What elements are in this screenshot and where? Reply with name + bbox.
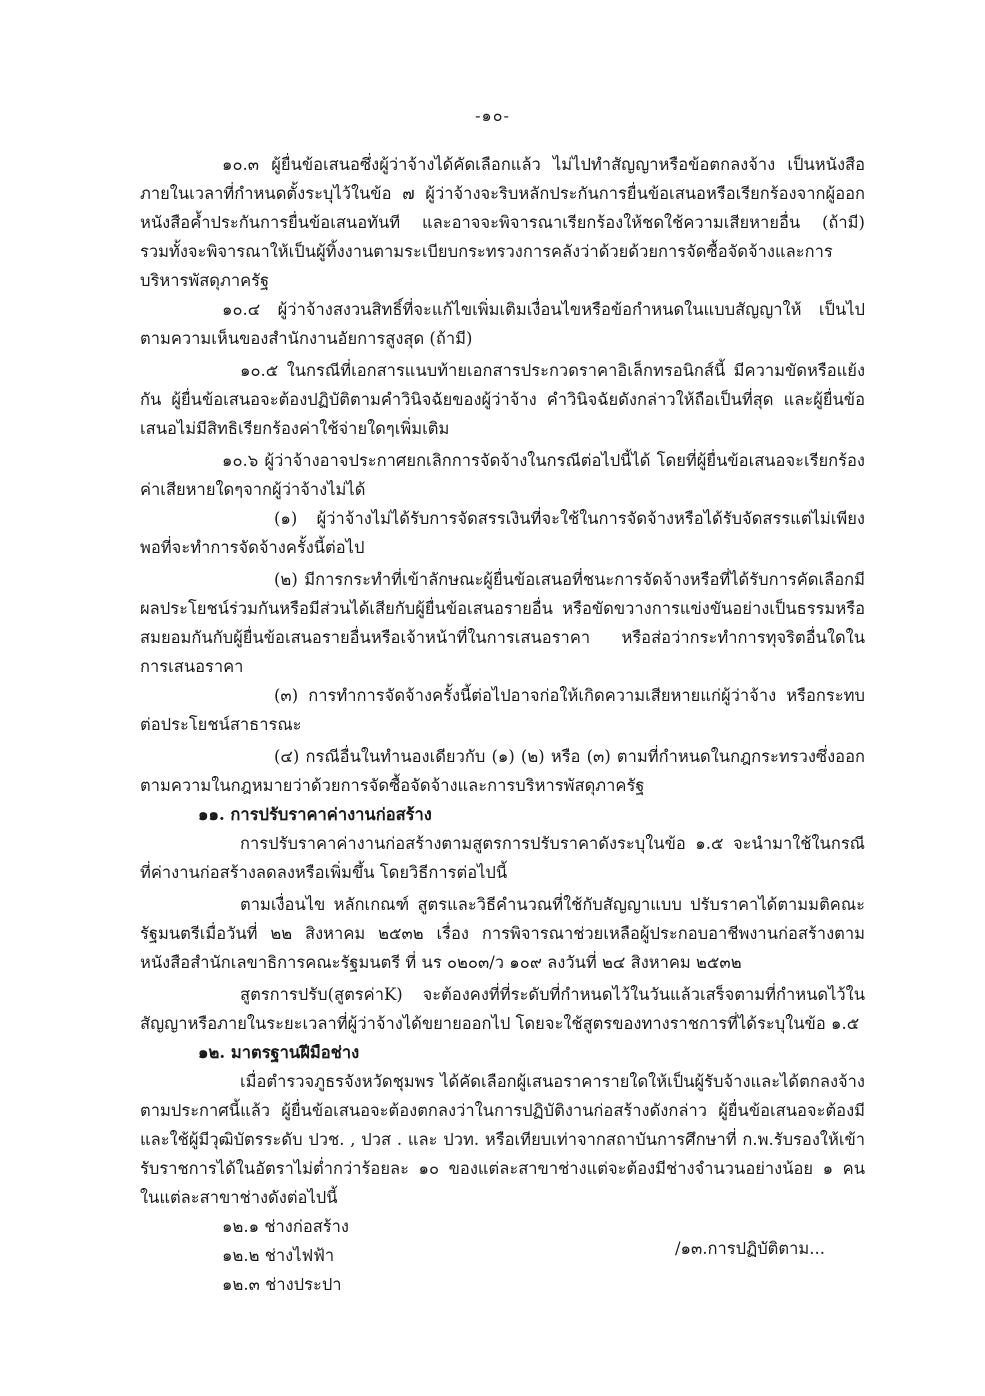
- clause-10-6: ๑๐.๖ ผู้ว่าจ้างอาจประกาศยกเลิกการจัดจ้างในกรณีต่อไปนี้ได้ โดยที่ผู้ยื่นข้อเสนอจะเรียกร้องค่าเสียหายใดๆจากผู้ว่าจ้างไม่ได้: [140, 451, 865, 499]
- clause-10-6-item-4: (๔) กรณีอื่นในทำนองเดียวกับ (๑) (๒) หรือ (๓) ตามที่กำหนดในกฎกระทรวงซึ่งออกตามความในกฎหมายว่าด้วยการจัดซื้อจัดจ้างและการบริหารพัสดุภาครัฐ: [140, 747, 865, 795]
- section-12-heading: ๑๒. มาตรฐานฝีมือช่าง: [198, 1043, 360, 1062]
- section-12-item-2: ๑๒.๒ ช่างไฟฟ้า: [222, 1246, 335, 1265]
- section-12-para-1: เมื่อตำรวจภูธรจังหวัดชุมพร ได้คัดเลือกผู้เสนอราคารายใดให้เป็นผู้รับจ้างและได้ตกลงจ้างตามประกาศนี้แล้ว ผู้ยื่นข้อเสนอจะต้องตกลงว่าในการปฏิบัติงานก่อสร้างดังกล่าว ผู้ยื่นข้อเสนอจะต้องมีและใช้ผู้มีวุฒิบัตรระดับ ปวช. , ปวส . และ ปวท. หรือเทียบเท่าจากสถาบันการศึกษาที่ ก.พ.รับรองให้เข้ารับราชการได้ในอัตราไม่ต่ำกว่าร้อยละ ๑๐ ของแต่ละสาขาช่างแต่จะต้องมีช่างจำนวนอย่างน้อย ๑ คน ในแต่ละสาขาช่างดังต่อไปนี้: [140, 1072, 865, 1207]
- section-12-item-3: ๑๒.๓ ช่างประปา: [222, 1275, 342, 1294]
- clause-10-5: ๑๐.๕ ในกรณีที่เอกสารแนบท้ายเอกสารประกวดราคาอิเล็กทรอนิกส์นี้ มีความขัดหรือแย้งกัน ผู้ยื่นข้อเสนอจะต้องปฏิบัติตามคำวินิจฉัยของผู้ว่าจ้าง คำวินิจฉัยดังกล่าวให้ถือเป็นที่สุด และผู้ยื่นข้อเสนอไม่มีสิทธิเรียกร้องค่าใช้จ่ายใดๆเพิ่มเติม: [140, 361, 865, 438]
- section-11-para-2: ตามเงื่อนไข หลักเกณฑ์ สูตรและวิธีคำนวณที่ใช้กับสัญญาแบบ ปรับราคาได้ตามมติคณะรัฐมนตรีเมื่อวันที่ ๒๒ สิงหาคม ๒๕๓๒ เรื่อง การพิจารณาช่วยเหลือผู้ประกอบอาชีพงานก่อสร้างตามหนังสือสำนักเลขาธิการคณะรัฐมนตรี ที่ นร ๐๒๐๓/ว ๑๐๙ ลงวันที่ ๒๔ สิงหาคม ๒๕๓๒: [140, 895, 865, 972]
- clause-10-3: ๑๐.๓ ผู้ยื่นข้อเสนอซึ่งผู้ว่าจ้างได้คัดเลือกแล้ว ไม่ไปทำสัญญาหรือข้อตกลงจ้าง เป็นหนังสือภายในเวลาที่กำหนดตั้งระบุไว้ในข้อ ๗ ผู้ว่าจ้างจะริบหลักประกันการยื่นข้อเสนอหรือเรียกร้องจากผู้ออกหนังสือค้ำประกันการยื่นข้อเสนอทันที และอาจจะพิจารณาเรียกร้องให้ชดใช้ความเสียหายอื่น (ถ้ามี) รวมทั้งจะพิจารณาให้เป็นผู้ทิ้งงานตามระเบียบกระทรวงการคลังว่าด้วยด้วยการจัดซื้อจัดจ้างและการบริหารพัสดุภาครัฐ: [140, 155, 865, 290]
- section-11-para-1: การปรับราคาค่างานก่อสร้างตามสูตรการปรับราคาดังระบุในข้อ ๑.๕ จะนำมาใช้ในกรณีที่ค่างานก่อสร้างลดลงหรือเพิ่มขึ้น โดยวิธีการต่อไปนี้: [140, 834, 865, 882]
- section-11-para-3: สูตรการปรับ(สูตรค่าK) จะต้องคงที่ที่ระดับที่กำหนดไว้ในวันแล้วเสร็จตามที่กำหนดไว้ในสัญญาหรือภายในระยะเวลาที่ผู้ว่าจ้างได้ขยายออกไป โดยจะใช้สูตรของทางราชการที่ได้ระบุในข้อ ๑.๕: [140, 985, 865, 1033]
- continuation-footer: /๑๓.การปฏิบัติตาม...: [674, 1239, 825, 1258]
- clause-10-6-item-2: (๒) มีการกระทำที่เข้าลักษณะผู้ยื่นข้อเสนอที่ชนะการจัดจ้างหรือที่ได้รับการคัดเลือกมีผลประโยชน์ร่วมกันหรือมีส่วนได้เสียกับผู้ยื่นข้อเสนอรายอื่น หรือขัดขวางการแข่งขันอย่างเป็นธรรมหรือสมยอมกันกับผู้ยื่นข้อเสนอรายอื่นหรือเจ้าหน้าที่ในการเสนอราคา หรือส่อว่ากระทำการทุจริตอื่นใดในการเสนอราคา: [140, 570, 865, 676]
- clause-10-6-item-3: (๓) การทำการจัดจ้างครั้งนี้ต่อไปอาจก่อให้เกิดความเสียหายแก่ผู้ว่าจ้าง หรือกระทบต่อประโยชน์สาธารณะ: [140, 686, 865, 734]
- section-11-heading: ๑๑. การปรับราคาค่างานก่อสร้าง: [198, 805, 432, 824]
- section-12-item-1: ๑๒.๑ ช่างก่อสร้าง: [222, 1217, 349, 1236]
- clause-10-6-item-1: (๑) ผู้ว่าจ้างไม่ได้รับการจัดสรรเงินที่จะใช้ในการจัดจ้างหรือได้รับจัดสรรแต่ไม่เพียงพอที่จะทำการจัดจ้างครั้งนี้ต่อไป: [140, 509, 865, 557]
- clause-10-4: ๑๐.๔ ผู้ว่าจ้างสงวนสิทธิ์ที่จะแก้ไขเพิ่มเติมเงื่อนไขหรือข้อกำหนดในแบบสัญญาให้ เป็นไปตามความเห็นของสำนักงานอัยการสูงสุด (ถ้ามี): [140, 300, 865, 348]
- page-number: -๑๐-: [475, 106, 510, 125]
- document-body: [140, 150, 865, 1299]
